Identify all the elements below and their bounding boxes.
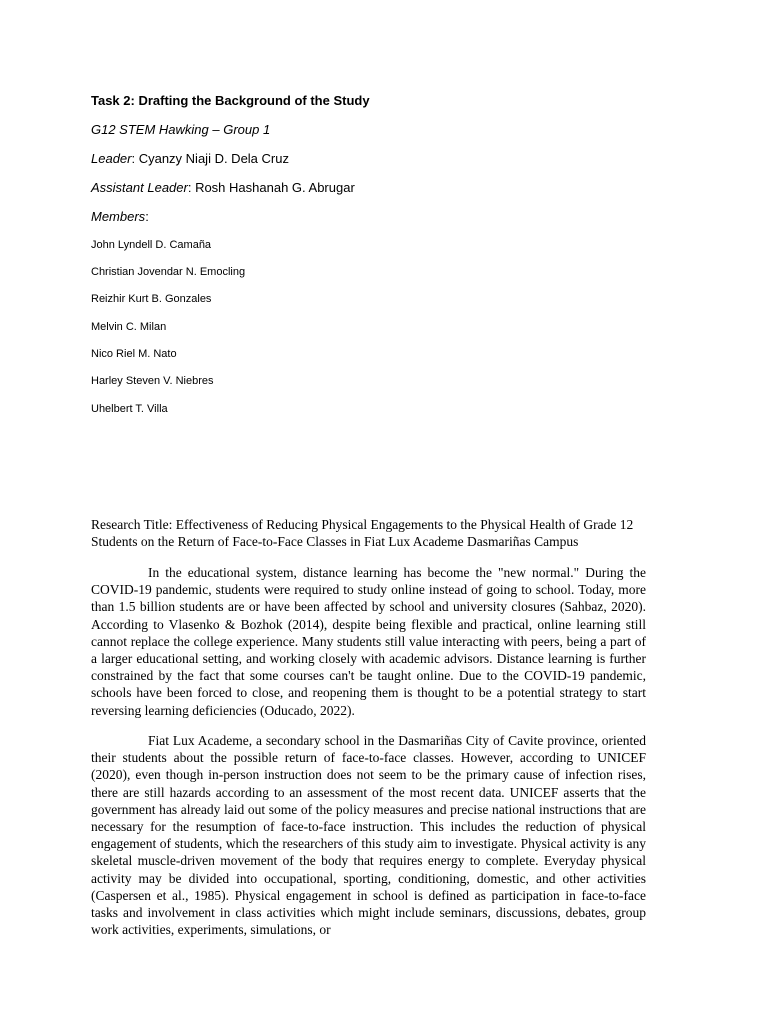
leader-label: Leader — [91, 151, 132, 166]
member-item: Christian Jovendar N. Emocling — [91, 266, 246, 278]
member-item: Melvin C. Milan — [91, 321, 167, 333]
members-label: Members — [91, 209, 146, 224]
members-colon: : — [145, 209, 149, 224]
member-item: Harley Steven V. Niebres — [91, 375, 214, 387]
member-item: John Lyndell D. Camaña — [91, 239, 212, 251]
member-item: Uhelbert T. Villa — [91, 403, 168, 415]
member-item: Reizhir Kurt B. Gonzales — [91, 293, 212, 305]
member-item: Nico Riel M. Nato — [91, 348, 177, 360]
body-paragraph-2: Fiat Lux Academe, a secondary school in the Dasmariñas City of Cavite province, oriented their students about the possible return of face-to-face classes. However, according to UNICEF (2020), even though in-person instruction does not seem to be the primary cause of infection rises, there are still hazards according to an assessment of the most recent data. UNICEF asserts that the government has already laid out some of the policy measures and precise national instructions that are necessary for the resumption of face-to-face instruction. This includes the reduction of physical engagement of students, which the researchers of this study aim to investigate. Physical activity is any skeletal muscle-driven movement of the body that requires energy to complete. Everyday physical activity may be divided into occupational, sporting, conditioning, domestic, and other activities (Caspersen et al., 1985). Physical engagement in school is defined as participation in face-to-face tasks and involvement in class activities which might include seminars, discussions, debates, group work activities, experiments, simulations, or — [91, 733, 646, 938]
assistant-leader-name: : Rosh Hashanah G. Abrugar — [187, 180, 355, 195]
research-title: Research Title: Effectiveness of Reducing Physical Engagements to the Physical Health of Grade 12 Students on the Return of Face-to-Face Classes in Fiat Lux Academe Dasmariñas Campus — [91, 517, 634, 550]
body-paragraph-1: In the educational system, distance learning has become the "new normal." During the COVID-19 pandemic, students were required to study online instead of going to school. Today, more than 1.5 billion students are or have been affected by school and university closures (Sahbaz, 2020). According to Vlasenko & Bozhok (2014), despite being flexible and practical, online learning still cannot replace the college experience. Many students still value interacting with peers, being a part of a larger educational setting, and working closely with academic advisors. Distance learning is further constrained by the fact that some courses can't be taught online. Due to the COVID-19 pandemic, schools have been forced to close, and reopening them is thought to be a potential strategy to start reversing learning deficiencies (Oducado, 2022). — [91, 565, 646, 718]
leader-line — [91, 151, 289, 166]
group-name: G12 STEM Hawking – Group 1 — [91, 122, 271, 137]
task-title: Task 2: Drafting the Background of the Study — [91, 93, 370, 108]
assistant-leader-line — [91, 180, 355, 195]
assistant-leader-label: Assistant Leader — [91, 180, 188, 195]
members-label-line — [91, 209, 149, 224]
leader-name: : Cyanzy Niaji D. Dela Cruz — [131, 151, 289, 166]
